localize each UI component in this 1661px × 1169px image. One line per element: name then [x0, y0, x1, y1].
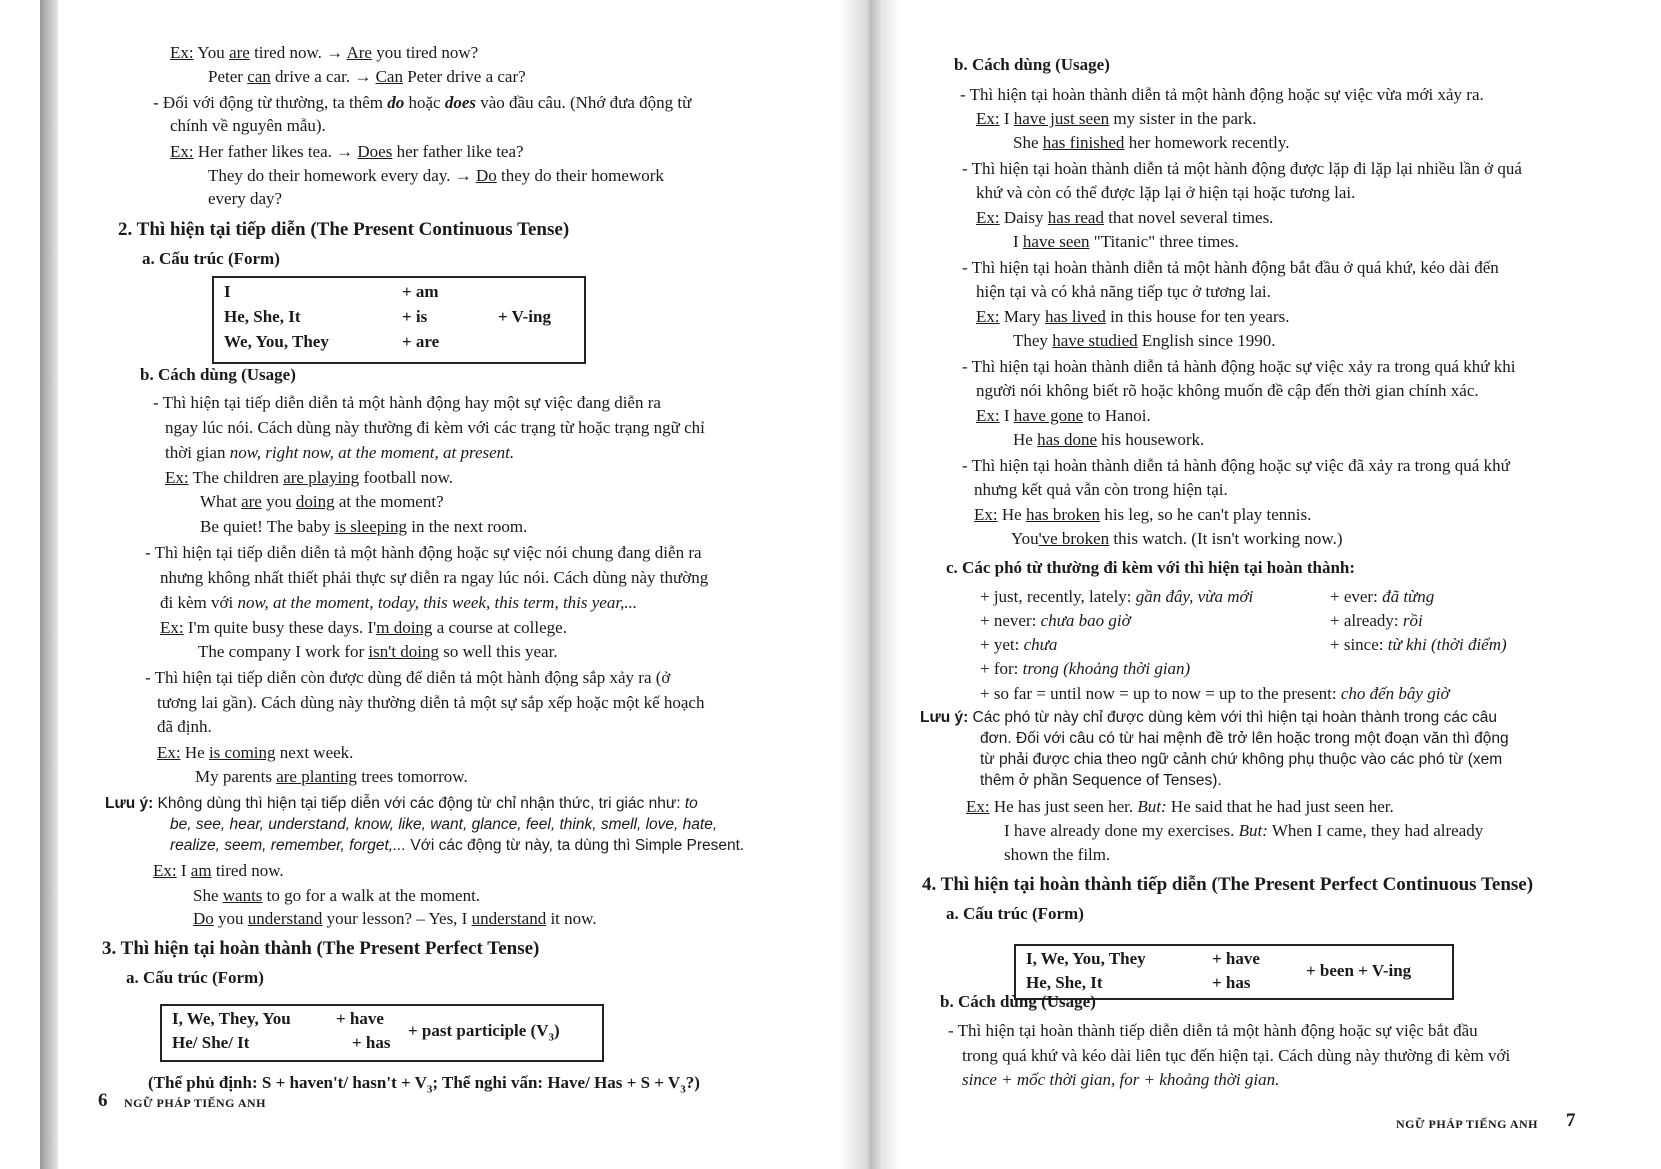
text-run: Ex: [976, 406, 1000, 425]
table-cell: I, We, They, You [172, 1009, 291, 1028]
text-run: The children [188, 468, 284, 487]
table-cell: + V-ing [498, 307, 551, 326]
text-run: are planting [276, 767, 357, 786]
text-run: has finished [1042, 133, 1125, 152]
text-run: nhưng kết quả vẫn còn trong hiện tại. [974, 480, 1228, 499]
text-line [153, 860, 284, 882]
text-run: a. Cấu trúc (Form) [126, 968, 264, 987]
text-line [980, 586, 1253, 608]
section-heading [940, 991, 1096, 1013]
text-run: doing [295, 492, 335, 511]
table-cell: + been + V-ing [1306, 961, 1412, 980]
text-run: + since: [1330, 635, 1388, 654]
text-run: She [1013, 133, 1043, 152]
text-run: But: [1137, 797, 1167, 816]
text-run: are [241, 492, 262, 511]
text-run: now, at the moment, today, this week, this term, this year,... [237, 593, 638, 612]
text-run: Ex: [157, 743, 181, 762]
text-run: your lesson? – Yes, I [322, 909, 472, 928]
text-run: I [999, 109, 1014, 128]
text-line [976, 281, 1271, 303]
text-run: My parents [195, 767, 277, 786]
text-run: đơn. Đối với câu có từ hai mệnh đề trở lên hoặc trong một đoạn văn thì động [980, 730, 1509, 747]
text-run: Ex: [165, 468, 189, 487]
text-run: The company I work for [198, 642, 369, 661]
text-run: Không dùng thì hiện tại tiếp diễn với các động từ chỉ nhận thức, tri giác như: [153, 795, 685, 812]
text-run: wants [222, 886, 263, 905]
text-run: trees tomorrow. [356, 767, 468, 786]
text-run: at the moment? [334, 492, 444, 511]
text-run: chính về nguyên mẫu). [170, 116, 326, 135]
text-run: rồi [1402, 611, 1423, 630]
text-line [153, 392, 661, 414]
text-run: ngay lúc nói. Cách dùng này thường đi kèm với các trạng từ hoặc trạng ngữ chỉ [165, 418, 705, 437]
text-run: Peter drive a car? [402, 67, 526, 86]
text-line [208, 66, 526, 88]
text-run: 4. Thì hiện tại hoàn thành tiếp diễn (The Present Perfect Continuous Tense) [922, 874, 1534, 895]
text-run: has lived [1044, 307, 1106, 326]
text-run: - Đối với động từ thường, ta thêm [153, 93, 388, 112]
table-cell: + have [336, 1009, 384, 1028]
section-heading [954, 54, 1110, 76]
text-run: thêm ở phần Sequence of Tenses). [980, 772, 1222, 789]
text-run: gần đây, vừa mới [1135, 587, 1254, 606]
text-run: You [1011, 529, 1039, 548]
text-run: - Thì hiện tại hoàn thành diễn tả một hành động hoặc sự việc vừa mới xảy ra. [960, 85, 1484, 104]
text-line [976, 108, 1256, 130]
text-run: tired now. [211, 861, 284, 880]
text-run: since + mốc thời gian, for + khoảng thời gian. [962, 1070, 1280, 1089]
page-number: 7 [1566, 1110, 1576, 1131]
text-run: 3 [426, 1083, 433, 1096]
section-heading [946, 903, 1084, 925]
text-run: I'm quite busy these days. I' [183, 618, 377, 637]
text-run: to Hanoi. [1083, 406, 1151, 425]
table-cell: + is [402, 307, 428, 326]
text-run: can [247, 67, 271, 86]
table-cell: He/ She/ It [172, 1033, 250, 1052]
text-line [980, 658, 1190, 680]
table-cell: + has [1212, 973, 1251, 992]
text-run: Are [346, 43, 372, 62]
text-line [980, 610, 1131, 632]
text-run: Ex: [170, 43, 194, 62]
table-cell: + past participle $(V_3)$ [408, 1021, 560, 1044]
text-run: They do their homework every day. → [208, 166, 476, 185]
text-line [962, 1069, 1279, 1091]
text-run: Mary [999, 307, 1045, 326]
text-run: this watch. (It isn't working now.) [1109, 529, 1343, 548]
text-run: understand [471, 909, 547, 928]
text-run: hoặc [404, 93, 445, 112]
text-line [195, 766, 468, 788]
text-run: - Thì hiện tại hoàn thành tiếp diễn diễn tả một hành động hoặc sự việc bắt đầu [948, 1021, 1478, 1040]
text-run: + already: [1330, 611, 1403, 630]
text-run: Do [475, 166, 497, 185]
text-run: - Thì hiện tại tiếp diễn diễn tả một hành động hoặc sự việc nói chung đang diễn ra [145, 543, 702, 562]
text-run: do [387, 93, 405, 112]
text-run: that novel several times. [1103, 208, 1274, 227]
section-heading [946, 557, 1355, 579]
text-run: - Thì hiện tại tiếp diễn diễn tả một hành động hay một sự việc đang diễn ra [153, 393, 661, 412]
text-run: English since 1990. [1137, 331, 1276, 350]
text-run: am [190, 861, 212, 880]
book-gutter [840, 0, 900, 1169]
text-line [962, 455, 1510, 477]
text-run: has done [1037, 430, 1098, 449]
text-line [976, 306, 1290, 328]
text-run: Lưu ý: [105, 795, 154, 812]
form-table-present-perfect [160, 1004, 604, 1062]
text-run: You [193, 43, 230, 62]
text-run: I [999, 406, 1014, 425]
text-run: they do their homework [496, 166, 664, 185]
text-run: to [684, 795, 698, 812]
text-run: b. Cách dùng (Usage) [940, 992, 1096, 1011]
text-run: + never: [980, 611, 1041, 630]
text-line [160, 592, 637, 614]
text-run: m doing [376, 618, 433, 637]
text-run: have studied [1052, 331, 1138, 350]
text-run: Ex: [170, 142, 194, 161]
text-run: to go for a walk at the moment. [262, 886, 481, 905]
text-run: are [229, 43, 250, 62]
text-run: now, right now, at the moment, at present. [229, 443, 515, 462]
text-run: But: [1238, 821, 1268, 840]
text-run: Lưu ý: [920, 709, 969, 726]
text-line [962, 257, 1499, 279]
table-cell: I [224, 282, 231, 301]
text-run: What [200, 492, 242, 511]
section-heading [118, 219, 569, 241]
text-line [962, 356, 1515, 378]
text-line [193, 908, 597, 930]
text-run: + yet: [980, 635, 1024, 654]
text-run: tương lai gần). Cách dùng này thường diễn tả một sự sắp xếp hoặc một kế hoạch [157, 693, 705, 712]
text-line [170, 835, 744, 857]
table-cell: We, You, They [224, 332, 329, 351]
text-run: in the next room. [406, 517, 528, 536]
text-line [165, 467, 453, 489]
text-run: Can [375, 67, 403, 86]
text-run: Daisy [999, 208, 1048, 227]
text-run: next week. [275, 743, 354, 762]
text-run: + so far = until now = up to now = up to the present: [980, 684, 1341, 703]
text-run: đã định. [157, 717, 212, 736]
page-footer: NGỮ PHÁP TIẾNG ANH [124, 1096, 267, 1110]
text-line [976, 207, 1273, 229]
text-line [960, 84, 1484, 106]
text-run: Ex: [160, 618, 184, 637]
text-line [145, 667, 670, 689]
text-line [980, 749, 1502, 771]
text-line [170, 115, 326, 137]
table-cell: + are [402, 332, 440, 351]
text-line [200, 516, 527, 538]
table-cell: + have [1212, 949, 1260, 968]
text-run: từ khi (thời điểm) [1387, 635, 1507, 654]
text-run: He [180, 743, 209, 762]
text-run: his leg, so he can't play tennis. [1100, 505, 1312, 524]
text-line [948, 1020, 1478, 1042]
text-run: ?) [685, 1073, 700, 1092]
text-line [1004, 844, 1110, 866]
text-run: He has just seen her. [989, 797, 1138, 816]
text-line [193, 885, 480, 907]
text-line [1013, 330, 1276, 352]
text-run: my sister in the park. [1109, 109, 1257, 128]
text-run: b. Cách dùng (Usage) [140, 365, 296, 384]
text-line [976, 405, 1151, 427]
text-run: Ex: [976, 109, 1000, 128]
text-run: I [176, 861, 191, 880]
text-run: her homework recently. [1124, 133, 1290, 152]
text-run: vào đầu câu. (Nhớ đưa động từ [476, 93, 692, 112]
text-run: so well this year. [439, 642, 558, 661]
text-run: I [1013, 232, 1023, 251]
text-run: a course at college. [432, 618, 567, 637]
text-run: Các phó từ này chỉ được dùng kèm với thì hiện tại hoàn thành trong các câu [968, 709, 1498, 726]
text-run: shown the film. [1004, 845, 1111, 864]
section-heading [102, 938, 539, 960]
text-run: drive a car. → [270, 67, 376, 86]
text-run: it now. [546, 909, 597, 928]
text-run: his housework. [1097, 430, 1205, 449]
text-run: Ex: [976, 307, 1000, 326]
text-run: is coming [208, 743, 276, 762]
text-run: is sleeping [334, 517, 407, 536]
section-heading [126, 967, 264, 989]
text-run: đã từng [1382, 587, 1435, 606]
text-run: be, see, hear, understand, know, like, want, glance, feel, think, smell, love, hate, [170, 816, 718, 833]
text-run: Ex: [153, 861, 177, 880]
text-run: They [1013, 331, 1053, 350]
text-run: cho đến bây giờ [1340, 684, 1450, 703]
text-run: + just, recently, lately: [980, 587, 1136, 606]
text-run: (Thể phủ định: S + haven't/ hasn't + V [148, 1073, 427, 1092]
text-line [208, 188, 282, 210]
table-cell: + am [402, 282, 439, 301]
text-run: He [1013, 430, 1038, 449]
text-run: She [193, 886, 223, 905]
text-line [165, 442, 514, 464]
text-run: - Thì hiện tại hoàn thành diễn tả một hành động được lặp đi lặp lại nhiều lần ở quá [962, 159, 1522, 178]
text-run: her father like tea? [392, 142, 524, 161]
text-run: a. Cấu trúc (Form) [946, 904, 1084, 923]
text-line [1330, 586, 1434, 608]
text-run: Peter [208, 67, 248, 86]
text-run: in this house for ten years. [1105, 307, 1290, 326]
text-run: nhưng không nhất thiết phải thực sự diễn ra ngay lúc nói. Cách dùng này thường [160, 568, 709, 587]
text-line [157, 692, 704, 714]
text-line [105, 793, 698, 815]
text-run: - Thì hiện tại hoàn thành diễn tả hành động hoặc sự việc xảy ra trong quá khứ khi [962, 357, 1516, 376]
text-run: c. Các phó từ thường đi kèm với thì hiện tại hoàn thành: [946, 558, 1356, 577]
page-number: 6 [98, 1090, 108, 1111]
text-run: has broken [1025, 505, 1101, 524]
text-run: Be quiet! The baby [200, 517, 335, 536]
text-line [198, 641, 558, 663]
text-run: He [997, 505, 1026, 524]
text-run: realize, seem, remember, forget,... [170, 837, 407, 854]
text-line [976, 182, 1355, 204]
text-line [976, 380, 1479, 402]
text-line [170, 42, 478, 64]
text-run: Do [193, 909, 214, 928]
text-run: "Titanic" three times. [1089, 232, 1239, 251]
text-run: understand [247, 909, 323, 928]
text-line [974, 504, 1311, 526]
text-run: + for: [980, 659, 1023, 678]
text-run: tired now. → [249, 43, 347, 62]
text-line [170, 141, 524, 163]
table-tail-text: + past participle (V [408, 1021, 549, 1040]
text-run: are playing [283, 468, 360, 487]
text-run: every day? [208, 189, 283, 208]
text-run: have seen [1022, 232, 1090, 251]
text-line [160, 617, 567, 639]
text-line [200, 491, 444, 513]
text-line [170, 814, 717, 836]
text-run: you tired now? [371, 43, 479, 62]
text-run: hiện tại và có khả năng tiếp tục ở tương lai. [976, 282, 1271, 301]
section-heading [142, 248, 280, 270]
text-line [157, 716, 212, 738]
text-run: you [213, 909, 248, 928]
text-run: When I came, they had already [1267, 821, 1484, 840]
text-line [1013, 132, 1290, 154]
table-cell: I, We, You, They [1026, 949, 1146, 968]
text-run: you [261, 492, 296, 511]
text-run: từ phải được chia theo ngữ cảnh chứ không phụ thuộc vào các phó từ (xem [980, 751, 1503, 768]
text-run: đi kèm với [160, 593, 238, 612]
text-line [208, 165, 664, 187]
text-line [980, 770, 1222, 792]
text-run: chưa bao giờ [1040, 611, 1131, 630]
text-run: does [444, 93, 477, 112]
text-run: has read [1047, 208, 1104, 227]
section-heading [140, 364, 296, 386]
text-line [1330, 610, 1423, 632]
text-line [160, 567, 708, 589]
text-line [1330, 634, 1507, 656]
text-line [153, 92, 691, 114]
table-cell: + has [352, 1033, 391, 1052]
text-run: chưa [1023, 635, 1058, 654]
text-run: Does [357, 142, 393, 161]
text-line [165, 417, 705, 439]
form-table-present-continuous [212, 276, 586, 364]
table-cell: He, She, It [1026, 973, 1103, 992]
right-page [900, 0, 1661, 1169]
text-line [1004, 820, 1483, 842]
text-run: have gone [1013, 406, 1084, 425]
text-run: He said that he had just seen her. [1166, 797, 1394, 816]
text-line [962, 158, 1522, 180]
text-run: 2. Thì hiện tại tiếp diễn (The Present Continuous Tense) [118, 219, 570, 240]
text-line [980, 728, 1509, 750]
text-run: a. Cấu trúc (Form) [142, 249, 280, 268]
text-run: I have already done my exercises. [1004, 821, 1239, 840]
text-line [980, 683, 1450, 705]
text-run: - Thì hiện tại hoàn thành diễn tả hành động hoặc sự việc đã xảy ra trong quá khứ [962, 456, 1510, 475]
text-run: trong quá khứ và kéo dài liên tục đến hiện tại. Cách dùng này thường đi kèm với [962, 1046, 1511, 1065]
text-run: have just seen [1013, 109, 1110, 128]
text-run: 3 [680, 1083, 686, 1096]
text-line [920, 707, 1497, 729]
table-cell: He, She, It [224, 307, 301, 326]
text-run: - Thì hiện tại hoàn thành diễn tả một hành động bắt đầu ở quá khứ, kéo dài đến [962, 258, 1499, 277]
text-run: trong (khoảng thời gian) [1022, 659, 1191, 678]
text-run: 3. Thì hiện tại hoàn thành (The Present Perfect Tense) [102, 938, 540, 959]
text-run: thời gian [165, 443, 230, 462]
text-run: ; Thể nghi vấn: Have/ Has + S + V [432, 1073, 681, 1092]
text-line [966, 796, 1394, 818]
section-heading [922, 874, 1533, 896]
page-footer: NGỮ PHÁP TIẾNG ANH [1396, 1117, 1539, 1131]
text-line [962, 1045, 1510, 1067]
text-line [145, 542, 702, 564]
text-run: - Thì hiện tại tiếp diễn còn được dùng để diễn tả một hành động sắp xảy ra (ở [145, 668, 671, 687]
text-run: Ex: [966, 797, 990, 816]
text-line [1011, 528, 1342, 550]
text-line [1013, 429, 1204, 451]
text-run: + ever: [1330, 587, 1383, 606]
text-run: Với các động từ này, ta dùng thì Simple Present. [406, 837, 745, 854]
text-run: isn't doing [368, 642, 440, 661]
text-run: khứ và còn có thể được lặp lại ở hiện tại hoặc tương lai. [976, 183, 1356, 202]
text-run: người nói không biết rõ hoặc không muốn đề cập đến thời gian chính xác. [976, 381, 1479, 400]
text-run: 've broken [1038, 529, 1110, 548]
text-line [980, 634, 1057, 656]
text-line [157, 742, 353, 764]
section-heading [148, 1072, 700, 1100]
text-run: Ex: [974, 505, 998, 524]
text-line [1013, 231, 1239, 253]
text-run: football now. [359, 468, 453, 487]
text-run: Ex: [976, 208, 1000, 227]
text-run: Her father likes tea. → [193, 142, 358, 161]
text-line [974, 479, 1228, 501]
text-run: b. Cách dùng (Usage) [954, 55, 1110, 74]
